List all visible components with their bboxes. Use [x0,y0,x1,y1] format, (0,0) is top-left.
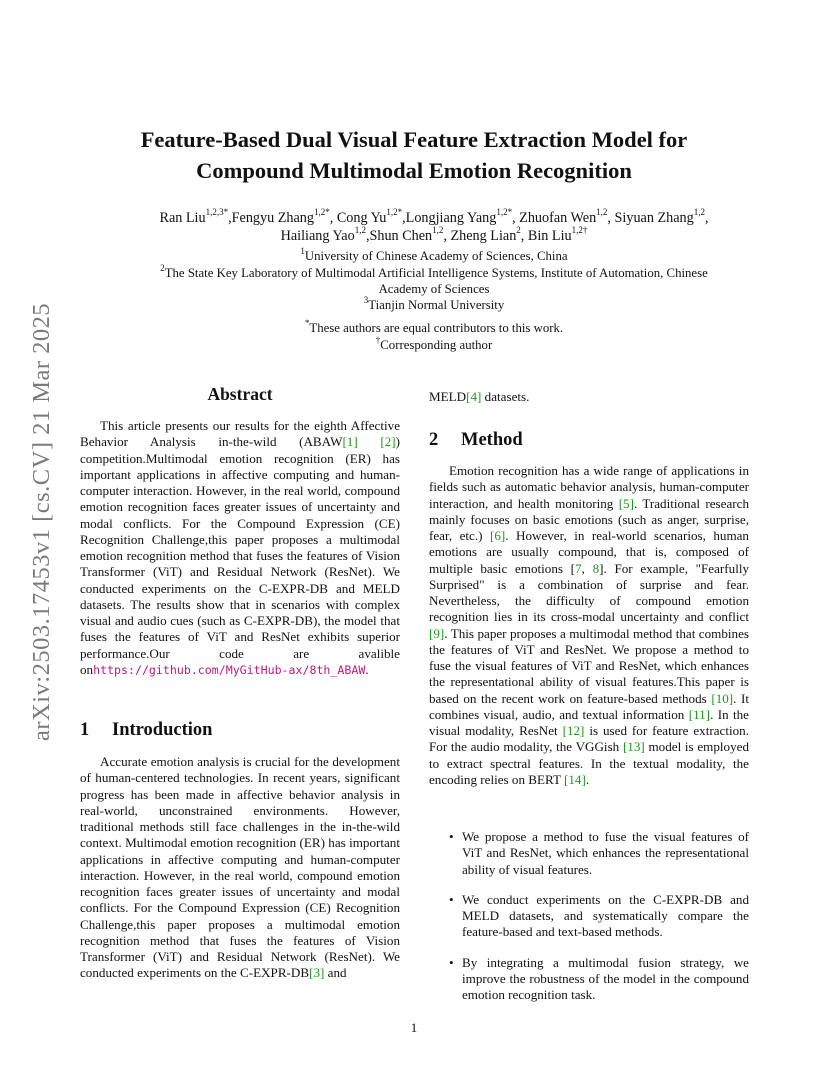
text: . [585,771,590,787]
corresponding-note [80,334,788,354]
text: . [365,661,369,677]
citation-link[interactable]: [1] [342,434,358,450]
title-line-2: Compound Multimodal Emotion Recognition [196,158,632,183]
author-list [80,209,788,245]
paper-title [60,124,768,186]
text: . However, in real-world scenarios, human emotions are usually compound, that is, composed of multiple basic emotions [ [429,528,749,576]
text: . Traditional research mainly focuses on basic emotions (such as anger, surprise, fear, etc.) [429,495,749,543]
author-sup: 2 [516,225,521,236]
text: . It combines visual, audio, and textual information [429,690,749,722]
text: is used for feature extraction. For the audio modality, the VGGish [429,723,749,755]
affiliation-1 [80,245,788,265]
text: MELD [429,389,467,404]
abstract-body [80,418,400,678]
author: ,Fengyu Zhang [228,210,314,226]
section-heading-method [429,430,523,451]
author: Hailiang Yao [280,228,355,244]
author-separator: , [704,210,709,226]
citation-link[interactable]: [11] [688,706,711,722]
author: ,Longjiang Yang [402,210,497,226]
section-number: 2 [429,430,439,450]
affil-text: The State Key Laboratory of Multimodal Artificial Intelligence Systems, Institute of Automation, Chinese [164,266,708,280]
author-sup: 1,2 [596,207,608,218]
citation-link[interactable]: [2] [380,434,396,450]
author-sup: 1,2* [496,207,513,218]
author-sup: 1,2* [386,207,403,218]
continued-text [429,389,749,405]
author-sup: 1,2 [354,225,366,236]
note-text: These authors are equal contributors to this work. [309,321,564,335]
section-number: 1 [80,720,90,740]
citation-link[interactable]: [3] [309,965,325,981]
text: and [324,965,347,981]
affil-sup: 3 [363,294,369,305]
list-item: • By integrating a multimodal fusion strategy, we improve the robustness of the model in the compound emotion recognition task. [429,955,749,1004]
method-paragraph [429,463,749,788]
note-text: Corresponding author [380,338,493,352]
citation-link[interactable]: 8 [592,560,600,576]
section-heading-introduction [80,720,212,741]
author: Ran Liu [159,210,206,226]
arxiv-identifier: arXiv:2503.17453v1 [cs.CV] 21 Mar 2025 [28,302,55,742]
affiliation-3 [80,294,788,314]
equal-contrib-note [80,317,788,337]
citation-link[interactable]: [10] [711,690,734,706]
text: This article presents our results for the eighth Affective Behavior Analysis in-the-wild (ABAW [80,418,400,450]
contribution-list [429,829,749,1017]
citation-link[interactable]: [14] [563,771,586,787]
affiliation-2 [80,262,788,282]
author: , Bin Liu [520,228,572,244]
right-column-top [429,389,749,405]
affil-sup: 2 [160,262,165,273]
author-sup: 1,2,3* [205,207,229,218]
text: datasets. [481,389,530,404]
text: ) competition.Multimodal emotion recognition (ER) has important applications in affective computing and human-computer interaction. However, in the real world, compound emotion recognition faces greater issues of uncertainty and modal conflicts. For the Compound Expression (CE) Recognition Challenge,this paper proposes a multimodal emotion recognition method that fuses the features of Vision Transformer (ViT) and Residual Network (ResNet). We conducted experiments on the C-EXPR-DB and MELD datasets. The results show that in scenarios with complex visual and audio cues (such as C-EXPR-DB), the model that fuses the features of ViT and ResNet exhibits superior performance.Our code are avalible on [80,434,400,677]
author: , Zhuofan Wen [512,210,597,226]
citation-link[interactable]: [5] [618,495,634,511]
code-url-link[interactable]: https://github.com/MyGitHub-ax/8th_ABAW [93,662,366,677]
text: model is employed to extract spectral features. In the textual modality, the encoding relies on BERT [429,739,749,787]
text: Emotion recognition has a wide range of applications in fields such as automatic behavior analysis, human-computer interaction, and health monitoring [429,463,749,511]
affil-sup: 1 [300,245,305,256]
author-sup: 1,2† [571,225,588,236]
text: Accurate emotion analysis is crucial for the development of human-centered technologies. In recent years, significant progress has been made in affective behavior analysis in real-world, unconstrained environments. However, traditional methods still face challenges in the in-the-wild context. Multimodal emotion recognition (ER) has important applications in affective computing and human-computer interaction. However, in the real world, compound emotion recognition faces greater issues of uncertainty and modal conflicts. For the Compound Expression (CE) Recognition Challenge,this paper proposes a multimodal emotion recognition method that fuses the features of Vision Transformer (ViT) and Residual Network (ResNet). We conducted experiments on the C-EXPR-DB [80,754,400,981]
citation-link[interactable]: [13] [622,739,645,755]
citation-link[interactable]: [4] [466,389,482,404]
citation-link[interactable]: 7 [575,560,582,576]
affil-text: University of Chinese Academy of Sciences, China [304,249,568,263]
text: ]. For example, "Fearfully Surprised" is a combination of surprise and fear. Nevertheless, the difficulty of compound emotion recognition lies in its cross-modal uncertainty and conflict [429,560,750,625]
note-sup: † [375,334,381,345]
author-sup: 1,2 [432,225,444,236]
citation-link[interactable]: [9] [429,625,445,641]
method-body [429,463,749,788]
author: , Zheng Lian [443,228,517,244]
affiliation-2-cont: Academy of Sciences [378,282,490,296]
text: . In the visual modality, ResNet [429,706,749,738]
author: , Cong Yu [329,210,387,226]
abstract-heading: Abstract [207,384,273,404]
note-sup: * [304,317,310,328]
intro-paragraph [80,754,400,982]
affil-text: Tianjin Normal University [368,298,505,312]
section-title: Introduction [112,720,213,740]
citation-link[interactable]: [12] [562,723,585,738]
author: ,Shun Chen [365,228,433,244]
author-line-2 [80,227,788,245]
page-number: 1 [410,1020,418,1035]
introduction-body [80,754,400,982]
list-item: • We propose a method to fuse the visual features of ViT and ResNet, which enhances the representational ability of visual features. [429,829,749,878]
author-sup: 1,2* [314,207,330,218]
citation-link[interactable]: [6] [489,528,506,543]
text: , [581,560,593,576]
title-line-1: Feature-Based Dual Visual Feature Extraction Model for [140,127,688,152]
section-title: Method [461,430,523,450]
author-sup: 1,2 [693,207,705,218]
text: . This paper proposes a multimodal method that combines the features of ViT and ResNet. We propose a method to fuse the visual features of ViT and ResNet, which enhances the representational ability of visual features.This paper is based on the recent work on feature-based methods [429,625,749,706]
author: , Siyuan Zhang [607,210,694,226]
abstract-paragraph [80,418,400,678]
list-item: • We conduct experiments on the C-EXPR-DB and MELD datasets, and systematically compare the feature-based and text-based methods. [429,892,749,941]
